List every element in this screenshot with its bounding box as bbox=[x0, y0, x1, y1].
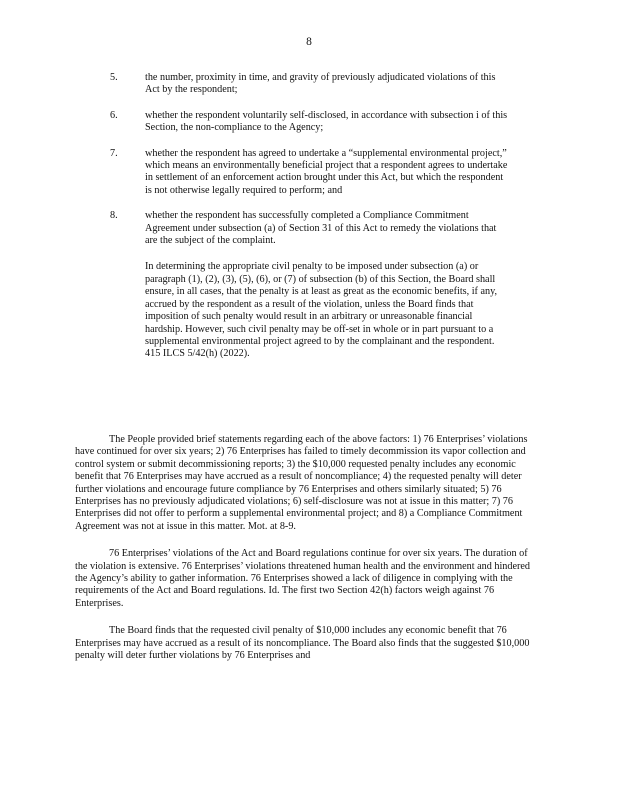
item-number: 6. bbox=[110, 109, 118, 121]
item-paragraph: whether the respondent has agreed to undertake a “supplemental environmental project,” which means an environmentally beneficial project that a respondent agrees to undertake in settlement of an enforcement action brought under this Act, but which the respondent is not otherwise legally required to perform; and bbox=[145, 147, 508, 196]
item-text bbox=[145, 110, 510, 135]
penalty-determination-paragraph: In determining the appropriate civil penalty to be imposed under subsection (a) or paragraph (1), (2), (3), (5), (6), or (7) of subsection (b) of this Section, the Board shall ensure, in all cases, that the penalty is at least as great as the economic benefits, if any, accrued by the respondent as a result of the violation, unless the Board finds that imposition of such penalty would result in an arbitrary or unreasonable financial hardship. However, such civil penalty may be off-set in whole or in part pursuant to a supplemental environmental project agreed to by the complainant and the respondent. 415 ILCS 5/42(h) (2022). bbox=[145, 261, 498, 360]
item-number: 5. bbox=[110, 72, 118, 83]
item-paragraph: whether the respondent has successfully completed a Compliance Commitment Agreement under subsection (a) of Section 31 of this Act to remedy the violations that are the subject of the complaint. bbox=[145, 210, 497, 247]
list-item bbox=[110, 210, 510, 360]
body-paragraphs bbox=[75, 434, 540, 678]
item-paragraph: whether the respondent voluntarily self-disclosed, in accordance with subsection i of this Section, the non-compliance to the Agency; bbox=[145, 109, 508, 134]
item-number: 7. bbox=[110, 147, 118, 159]
list-item bbox=[110, 72, 510, 97]
list-item bbox=[110, 148, 510, 198]
body-paragraph: 76 Enterprises’ violations of the Act and Board regulations continue for over six years. The duration of the violation is extensive. 76 Enterprises’ violations threatened human health and the environment and hindered the Agency’s ability to gather information. 76 Enterprises showed a lack of diligence in complying with the requirements of the Act and Board regulations. Id. The first two Section 42(h) factors weigh against 76 Enterprises. bbox=[75, 548, 531, 609]
factor-list bbox=[110, 72, 510, 374]
item-text bbox=[145, 148, 510, 198]
body-paragraph: The People provided brief statements regarding each of the above factors: 1) 76 Enterprises’ violations have continued for over six years; 2) 76 Enterprises has failed to timely decommission its vapor collection and control system or submit decommissioning reports; 3) the $10,000 requested penalty includes any economic benefit that 76 Enterprises may have accrued as a result of noncompliance; 4) the requested penalty will deter further violations and encourage future compliance by 76 Enterprises and others similarly situated; 5) 76 Enterprises has no previously adjudicated violations; 6) self-disclosure was not at issue in this matter; 7) 76 Enterprises did not offer to perform a supplemental environmental project; and 8) a Compliance Commitment Agreement was not at issue in this matter. Mot. at 8-9. bbox=[75, 434, 528, 532]
list-item bbox=[110, 110, 510, 135]
page-number: 8 bbox=[306, 36, 312, 48]
item-text bbox=[145, 210, 510, 360]
item-number: 8. bbox=[110, 210, 118, 222]
item-text bbox=[145, 72, 510, 97]
item-paragraph: the number, proximity in time, and gravity of previously adjudicated violations of this Act by the respondent; bbox=[145, 72, 496, 96]
body-paragraph: The Board finds that the requested civil penalty of $10,000 includes any economic benefit that 76 Enterprises may have accrued as a result of its noncompliance. The Board also finds that the suggested $10,000 penalty will deter further violations by 76 Enterprises and bbox=[75, 625, 530, 662]
